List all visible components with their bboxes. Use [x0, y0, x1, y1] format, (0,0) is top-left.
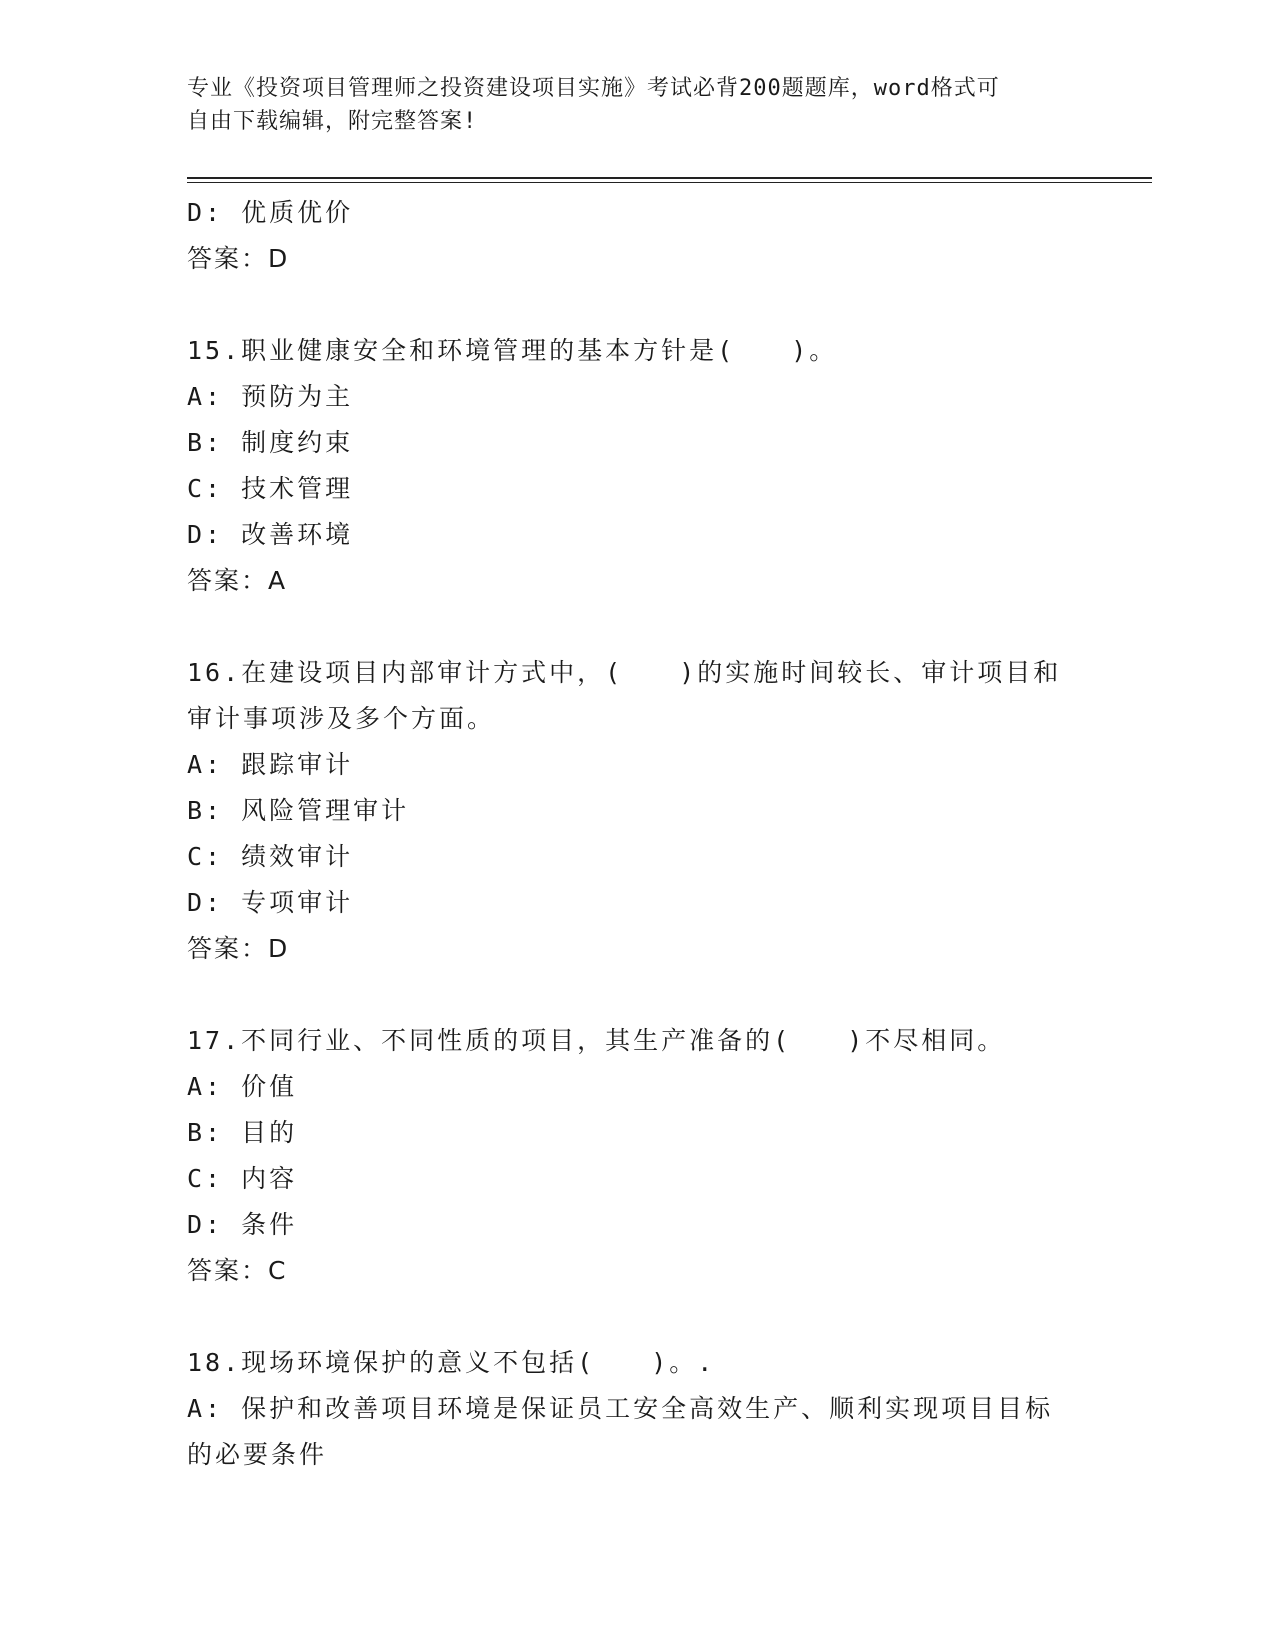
- option-b: B: 制度约束: [187, 428, 354, 457]
- header-line-1: 专业《投资项目管理师之投资建设项目实施》考试必背200题题库，word格式可: [187, 76, 1000, 101]
- spacer: [187, 282, 1087, 328]
- document-header: [187, 72, 1067, 138]
- option-d: D: 专项审计: [187, 888, 354, 917]
- question-stem: 16.在建设项目内部审计方式中，( )的实施时间较长、审计项目和: [187, 658, 1062, 687]
- option-b: B: 目的: [187, 1118, 298, 1147]
- question-stem: 18.现场环境保护的意义不包括( )。.: [187, 1348, 716, 1377]
- spacer: [187, 972, 1087, 1018]
- option-a-continued: 的必要条件: [187, 1440, 328, 1469]
- option-d: D: 改善环境: [187, 520, 354, 549]
- answer: 答案：C: [187, 1256, 288, 1285]
- answer: 答案：D: [187, 934, 290, 963]
- header-divider-thin: [187, 182, 1152, 183]
- prev-answer: 答案：D: [187, 244, 290, 273]
- question-block: [187, 1340, 1087, 1478]
- option-a: A: 跟踪审计: [187, 750, 354, 779]
- prev-option-d: D: 优质优价: [187, 198, 354, 227]
- answer: 答案：A: [187, 566, 288, 595]
- question-stem: 17.不同行业、不同性质的项目，其生产准备的( )不尽相同。: [187, 1026, 1006, 1055]
- question-block: [187, 650, 1087, 972]
- question-block: [187, 328, 1087, 604]
- question-stem-continued: 审计事项涉及多个方面。: [187, 704, 496, 733]
- question-list: [187, 190, 1087, 1478]
- spacer: [187, 604, 1087, 650]
- header-divider-thick: [187, 177, 1152, 179]
- question-block: [187, 1018, 1087, 1294]
- option-a: A: 预防为主: [187, 382, 354, 411]
- option-b: B: 风险管理审计: [187, 796, 410, 825]
- option-d: D: 条件: [187, 1210, 298, 1239]
- option-c: C: 内容: [187, 1164, 298, 1193]
- option-a: A: 保护和改善项目环境是保证员工安全高效生产、顺利实现项目目标: [187, 1394, 1054, 1423]
- question-stem: 15.职业健康安全和环境管理的基本方针是( )。: [187, 336, 838, 365]
- option-a: A: 价值: [187, 1072, 298, 1101]
- spacer: [187, 1294, 1087, 1340]
- header-line-2: 自由下载编辑，附完整答案!: [187, 109, 478, 134]
- option-c: C: 技术管理: [187, 474, 354, 503]
- option-c: C: 绩效审计: [187, 842, 354, 871]
